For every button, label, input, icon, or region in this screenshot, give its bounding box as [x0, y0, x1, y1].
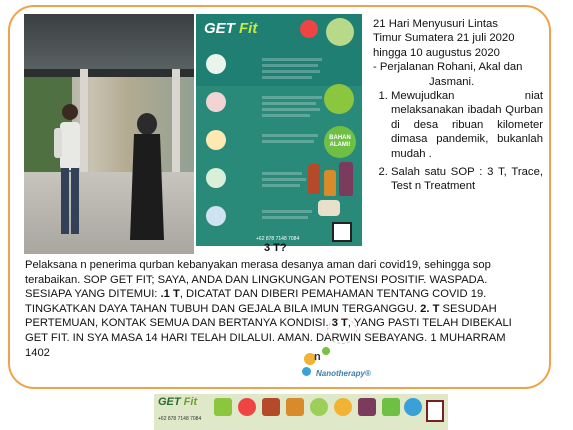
get-fit-poster [196, 14, 362, 246]
body-bold-1: .1 T [160, 288, 180, 301]
logo-dot-icon [302, 367, 311, 376]
system-logo-icon [206, 206, 226, 226]
body-text-3: SESUDAH PERTEMUAN, KONTAK SEMUA DAN BERTANYA KONDISI. [25, 302, 497, 330]
heart-icon [238, 398, 256, 416]
trip-title-line3: hingga 10 augustus 2020 [373, 46, 500, 59]
body-bold-3: 3 T [331, 317, 348, 330]
trip-subtitle-line1: - Perjalanan Rohani, Akal dan [373, 61, 523, 74]
leaf-icon [214, 398, 232, 416]
herb-image-icon [324, 84, 354, 114]
body-text-1: Pelaksana n penerima qurban kebanyakan merasa desanya aman dari covid19, sehingga sop terabaikan. SOP GET FIT; SAYA, ANDA DAN LINGKUNGAN POTENSI POSITIF. WASPADA. SESIAPA YANG DITEMUI: [25, 259, 491, 301]
question-heading: 3 T? [264, 242, 287, 254]
bottom-banner [154, 394, 448, 430]
bottle-icon [286, 398, 304, 416]
qr-code [332, 222, 352, 242]
banner-phone: +62 878 7148 7084 [158, 416, 202, 422]
nano-logo-icon [206, 130, 226, 150]
herb-icon [310, 398, 328, 416]
trip-subtitle-line2: Jasmani. [429, 75, 475, 88]
bottle-icon [308, 164, 320, 194]
poster-brand: GET Fit [204, 20, 258, 37]
poster-phone: +62 878 7148 7084 [256, 236, 300, 242]
bottle-icon [339, 162, 353, 196]
plant-logo-icon [206, 168, 226, 188]
system-icon [404, 398, 422, 416]
trip-points-list [373, 89, 543, 194]
bottle-icon [358, 398, 376, 416]
nanotherapy-logo [300, 345, 390, 383]
person-man [54, 102, 86, 242]
body-paragraph [25, 258, 530, 360]
trip-description [373, 17, 543, 194]
natural-badge: BAHAN ALAMI! [324, 126, 356, 158]
trip-title-line1: 21 Hari Menyusuri Lintas [373, 18, 498, 30]
heart-logo-icon [300, 20, 318, 38]
product-logo-icon [206, 54, 226, 74]
bottle-icon [324, 170, 336, 196]
list-item: 2. Salah satu SOP : 3 T, Trace, Test n Treatment [391, 165, 543, 194]
person-woman [128, 112, 166, 242]
nano-logo-icon [334, 398, 352, 416]
logo-text: Nanotherapy® [316, 369, 371, 378]
body-text-4: , YANG PASTI TELAH DIBEKALI GET FIT. IN SYA MASA 14 HARI TELAH DILALUI. AMAN. DARWIN SEBAYANG. 1 MUHARRAM 1402 [25, 317, 512, 359]
bottle-icon [262, 398, 280, 416]
body-text-2: , DICATAT DAN DIBERI PEMAHAMAN TENTANG COVID 19. TINGKATKAN DAYA TAHAN TUBUH DAN GEJALA BILA IMUN TERGANGGU. [25, 288, 487, 315]
trip-title-line2: Timur Sumatera 21 juli 2020 [373, 32, 515, 45]
leaf-image-icon [326, 18, 354, 46]
logo-mark: n [314, 351, 321, 363]
plant-icon [382, 398, 400, 416]
list-item: 1. Mewujudkan niat melaksanakan ibadah Qurban di desa ribuan kilometer dimasa pandemik, bukanlah mudah . [391, 89, 543, 161]
qr-code [426, 400, 444, 422]
event-photo [24, 14, 194, 254]
banner-brand: GET Fit [158, 396, 198, 408]
health-logo-icon [206, 92, 226, 112]
stamp-mark [327, 318, 357, 344]
body-bold-2: 2. T [420, 302, 440, 315]
logo-dot-icon [322, 347, 330, 355]
jar-icon [318, 200, 340, 216]
